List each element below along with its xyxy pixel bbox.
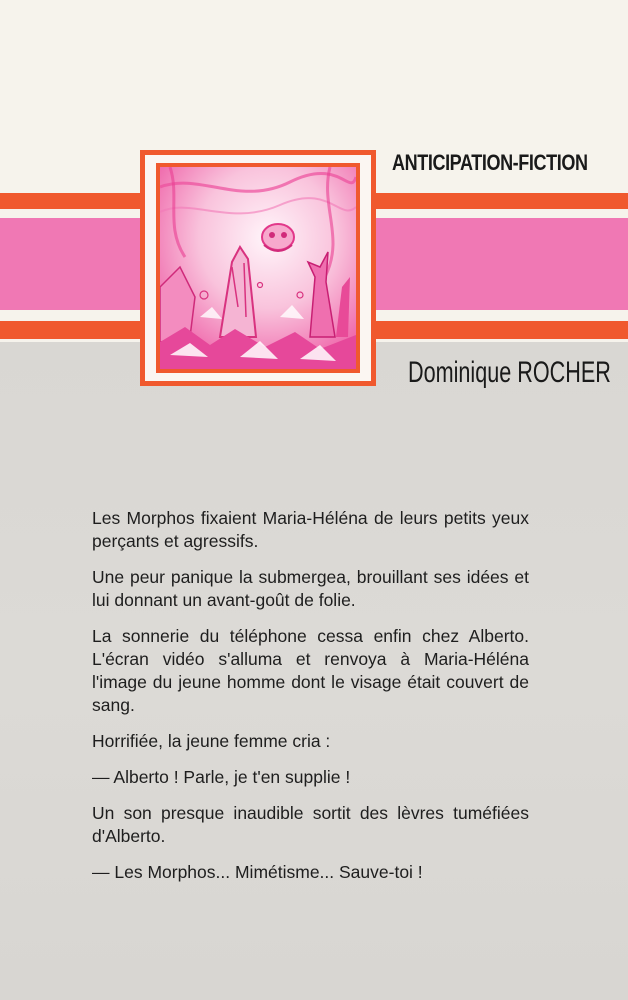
back-cover-blurb [92, 507, 529, 897]
blurb-paragraph-6: Un son presque inaudible sortit des lèvres tuméfiées d'Alberto. [92, 803, 529, 846]
blurb-paragraph-1: Les Morphos fixaient Maria-Héléna de leurs petits yeux perçants et agressifs. [92, 508, 529, 551]
sci-fi-illustration-icon [160, 167, 356, 369]
blurb-paragraph-5: — Alberto ! Parle, je t'en supplie ! [92, 767, 351, 787]
cover-art-frame [140, 150, 376, 386]
blurb-paragraph-4: Horrifiée, la jeune femme cria : [92, 731, 331, 751]
author-name: Dominique ROCHER [408, 356, 611, 389]
blurb-paragraph-3: La sonnerie du téléphone cessa enfin chez Alberto. L'écran vidéo s'alluma et renvoya à Maria-Héléna l'image du jeune homme dont le visage était couvert de sang. [92, 626, 529, 715]
blurb-paragraph-7: — Les Morphos... Mimétisme... Sauve-toi ! [92, 862, 423, 882]
series-title: ANTICIPATION-FICTION [392, 150, 588, 175]
cover-art-mat [145, 155, 371, 381]
cover-art-illustration [156, 163, 360, 373]
blurb-paragraph-2: Une peur panique la submergea, brouillant ses idées et lui donnant un avant-goût de folie. [92, 567, 529, 610]
